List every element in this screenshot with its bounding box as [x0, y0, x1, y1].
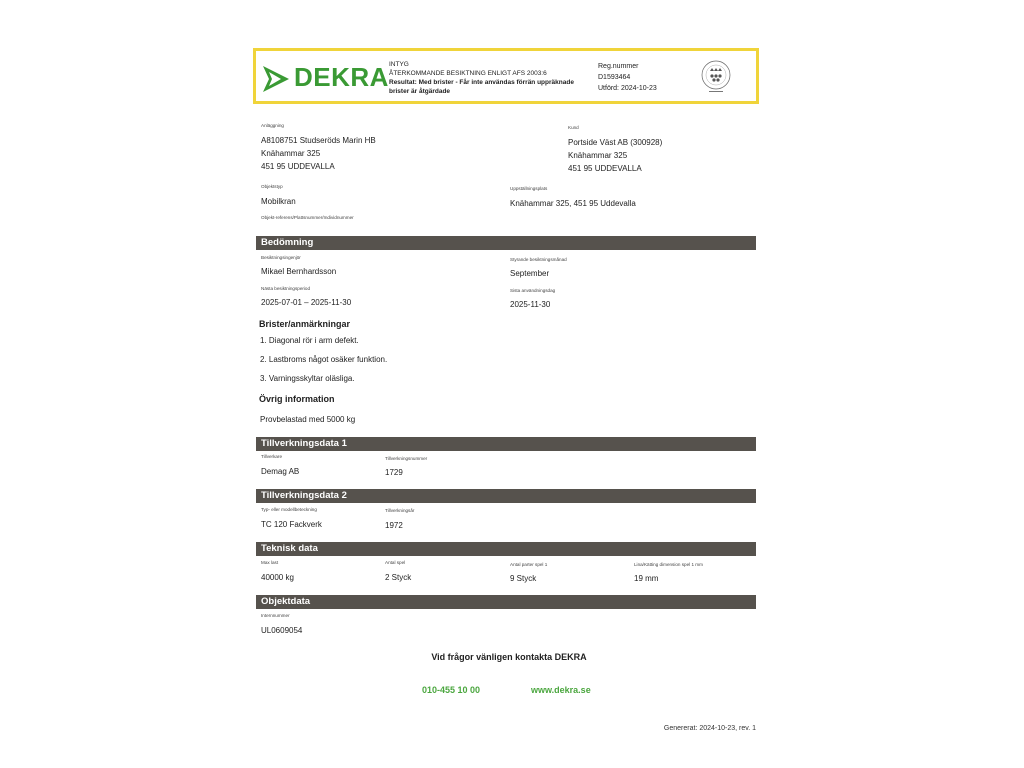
parts-label: Antal parter spel 1: [510, 562, 548, 567]
site-line-1: A8108751 Studseröds Marin HB: [261, 136, 376, 145]
month-value: September: [510, 269, 550, 278]
reels-value: 2 Styck: [385, 573, 412, 582]
section-manufacture-1: Tillverkningsdata 1: [256, 437, 756, 451]
swedac-seal-icon: [700, 58, 732, 94]
inspector-label: Besiktningsingenjör: [261, 255, 301, 260]
website-link[interactable]: www.dekra.se: [531, 685, 591, 695]
next-period-label: Nästa besiktningsperiod: [261, 286, 311, 291]
section-manufacture-2: Tillverkningsdata 2: [256, 489, 756, 503]
reg-label: Reg.nummer: [598, 63, 639, 70]
site-line-3: 451 95 UDDEVALLA: [261, 162, 335, 171]
brand-name: DEKRA: [294, 62, 389, 92]
defect-item: 3. Varningsskyltar oläsliga.: [260, 374, 355, 383]
serial-value: 1729: [385, 468, 403, 477]
parts-value: 9 Styck: [510, 574, 537, 583]
result-line-1: Resultat: Med brister - Får inte användas förrän uppräknade: [389, 79, 574, 86]
year-value: 1972: [385, 521, 403, 530]
result-line-2: brister är åtgärdade: [389, 88, 451, 95]
year-label: Tillverkningsår: [385, 508, 415, 513]
defect-item: 1. Diagonal rör i arm defekt.: [260, 336, 359, 345]
customer-line-1: Portside Väst AB (300928): [568, 138, 663, 147]
location-label: Uppställningsplats: [510, 186, 548, 191]
object-ref-label: Objekt-referens/Plattsnummer/Individnummer: [261, 215, 354, 220]
month-label: Styrande besiktningsmånad: [510, 257, 567, 262]
section-object-data: Objektdata: [256, 595, 756, 609]
last-use-value: 2025-11-30: [510, 300, 551, 309]
generated-date: Genererat: 2024-10-23, rev. 1: [663, 725, 756, 732]
reg-number: D1593464: [598, 74, 631, 81]
certificate-document: [253, 48, 765, 768]
next-period-value: 2025-07-01 – 2025-11-30: [261, 298, 352, 307]
contact-text: Vid frågor vänligen kontakta DEKRA: [431, 652, 587, 662]
site-address: [261, 134, 376, 173]
customer-line-2: Knähammar 325: [568, 151, 628, 160]
defects-heading: Brister/anmärkningar: [259, 319, 351, 329]
registration-info: [598, 61, 657, 94]
reels-label: Antal spel: [385, 560, 406, 565]
last-use-label: Sista användningsdag: [510, 288, 556, 293]
inspector-value: Mikael Bernhardsson: [261, 267, 337, 276]
customer-address: [568, 136, 662, 175]
defect-item: 2. Lastbroms något osäker funktion.: [260, 355, 388, 364]
rope-value: 19 mm: [634, 574, 659, 583]
certificate-header: [253, 48, 759, 104]
internal-number-label: Internnummer: [261, 613, 290, 618]
site-label: Anläggning: [261, 123, 284, 128]
max-load-value: 40000 kg: [261, 573, 294, 582]
model-label: Typ- eller modellbeteckning: [261, 507, 317, 512]
performed-date: Utförd: 2024-10-23: [598, 85, 657, 92]
model-value: TC 120 Fackverk: [261, 520, 322, 529]
other-info-heading: Övrig information: [259, 394, 335, 404]
dekra-logo-icon: [263, 66, 289, 92]
customer-label: Kund: [568, 125, 579, 130]
customer-line-3: 451 95 UDDEVALLA: [568, 164, 642, 173]
maker-value: Demag AB: [261, 467, 300, 476]
site-line-2: Knähammar 325: [261, 149, 321, 158]
certificate-info: [389, 60, 594, 96]
doc-type: INTYG: [389, 61, 409, 68]
section-technical: Teknisk data: [256, 542, 756, 556]
internal-number-value: UL0609054: [261, 626, 303, 635]
rope-label: Lina/Kätting dimension spel 1 mm: [634, 562, 703, 567]
maker-label: Tillverkare: [261, 454, 283, 459]
object-type-value: Mobilkran: [261, 197, 296, 206]
inspection-type: ÅTERKOMMANDE BESIKTNING ENLIGT AFS 2003:6: [389, 70, 547, 77]
other-info-text: Provbelastad med 5000 kg: [260, 415, 356, 424]
object-type-label: Objektstyp: [261, 184, 283, 189]
location-value: Knähammar 325, 451 95 Uddevalla: [510, 199, 636, 208]
max-load-label: Max last: [261, 560, 279, 565]
phone-link[interactable]: 010-455 10 00: [422, 685, 481, 695]
section-assessment: Bedömning: [256, 236, 756, 250]
serial-label: Tillverkningsnummer: [385, 456, 428, 461]
